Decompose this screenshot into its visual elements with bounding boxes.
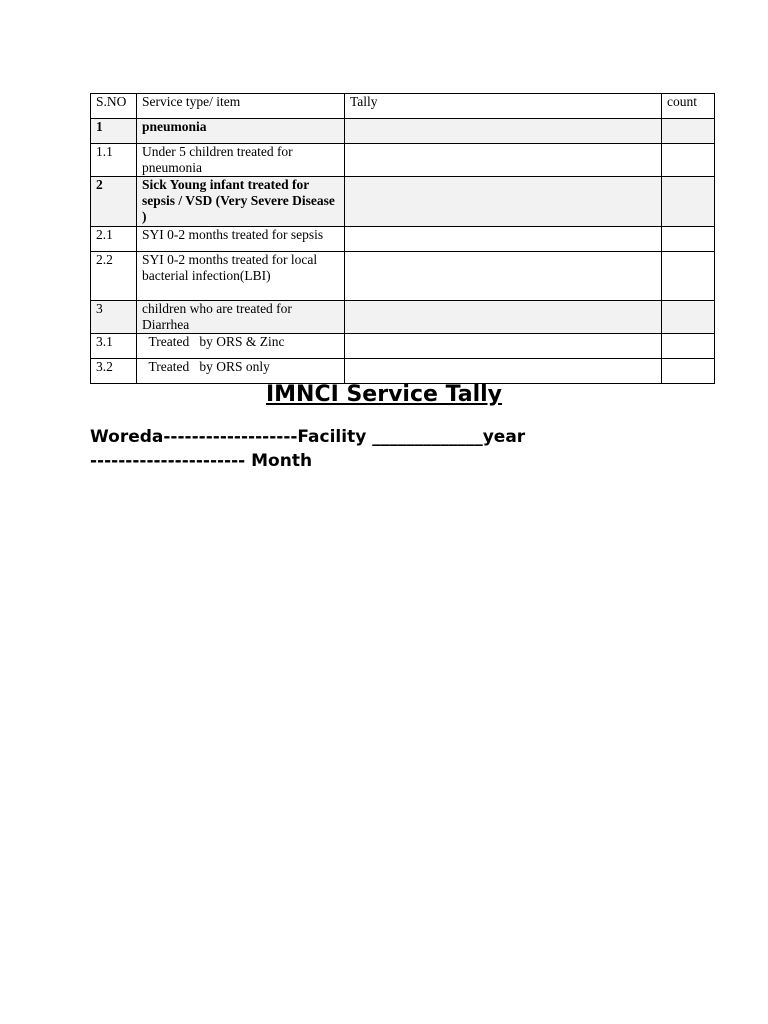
woreda-facility-year-line: Woreda-------------------Facility _____________year: [90, 427, 526, 447]
row-count[interactable]: [662, 359, 715, 384]
row-sno: 1.1: [91, 144, 137, 177]
table-row: [91, 334, 715, 359]
row-sno: 2.1: [91, 227, 137, 252]
month-line: ---------------------- Month: [90, 451, 313, 471]
row-item: SYI 0-2 months treated for sepsis: [137, 227, 345, 252]
table-header-row: [91, 94, 715, 119]
row-tally[interactable]: [345, 359, 662, 384]
row-sno: 3: [91, 301, 137, 334]
row-tally[interactable]: [345, 119, 662, 144]
header-count: count: [662, 94, 715, 119]
row-item: Sick Young infant treated for sepsis / VSD (Very Severe Disease ): [137, 177, 345, 227]
row-count[interactable]: [662, 177, 715, 227]
row-sno: 1: [91, 119, 137, 144]
row-tally[interactable]: [345, 177, 662, 227]
row-count[interactable]: [662, 334, 715, 359]
service-tally-table: [90, 93, 715, 384]
table-row: [91, 301, 715, 334]
row-item: children who are treated for Diarrhea: [137, 301, 345, 334]
table-row: [91, 119, 715, 144]
row-sno: 3.1: [91, 334, 137, 359]
table-row: [91, 252, 715, 301]
table-row: [91, 177, 715, 227]
row-tally[interactable]: [345, 252, 662, 301]
row-item: Treated by ORS & Zinc: [137, 334, 345, 359]
row-tally[interactable]: [345, 144, 662, 177]
table-row: [91, 144, 715, 177]
row-sno: 2: [91, 177, 137, 227]
row-item: pneumonia: [137, 119, 345, 144]
row-count[interactable]: [662, 301, 715, 334]
header-service-type: Service type/ item: [137, 94, 345, 119]
row-sno: 2.2: [91, 252, 137, 301]
table-row: [91, 359, 715, 384]
row-count[interactable]: [662, 144, 715, 177]
row-item: Under 5 children treated for pneumonia: [137, 144, 345, 177]
row-item: Treated by ORS only: [137, 359, 345, 384]
row-tally[interactable]: [345, 301, 662, 334]
row-count[interactable]: [662, 227, 715, 252]
header-sno: S.NO: [91, 94, 137, 119]
page-title: IMNCI Service Tally: [265, 382, 503, 407]
table-row: [91, 227, 715, 252]
row-tally[interactable]: [345, 227, 662, 252]
row-count[interactable]: [662, 252, 715, 301]
header-tally: Tally: [345, 94, 662, 119]
row-count[interactable]: [662, 119, 715, 144]
row-tally[interactable]: [345, 334, 662, 359]
row-item: SYI 0-2 months treated for local bacterial infection(LBI): [137, 252, 345, 301]
row-sno: 3.2: [91, 359, 137, 384]
